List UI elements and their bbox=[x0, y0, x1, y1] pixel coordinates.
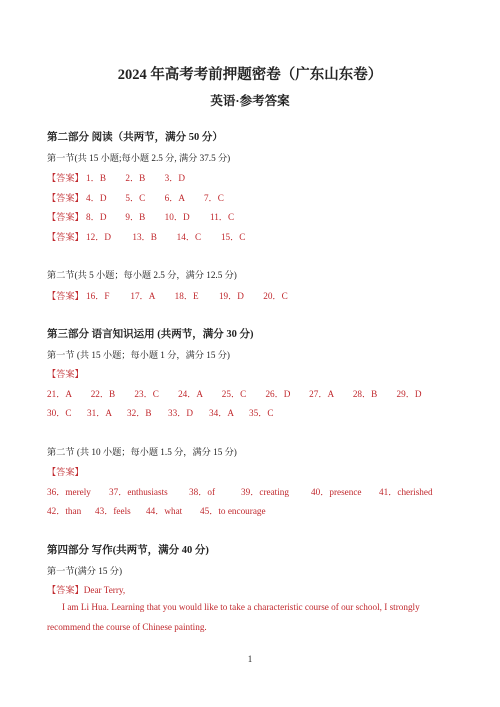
answer-item: 42．than bbox=[47, 506, 82, 516]
answer-item: 20．C bbox=[263, 291, 288, 301]
letter-line: I am Li Hua. Learning that you would like to take a characteristic course of our school, I strongly bbox=[62, 602, 420, 612]
answer-item: 17．A bbox=[130, 291, 156, 301]
page-number: 1 bbox=[247, 654, 253, 664]
answer-tag: 【答案】 bbox=[47, 173, 84, 183]
answer-item: 36．merely bbox=[47, 487, 91, 497]
answer-tag: 【答案】 bbox=[47, 369, 84, 379]
answer-row bbox=[47, 288, 300, 302]
answer-item: 12．D bbox=[86, 232, 112, 242]
answer-item: 18．E bbox=[174, 291, 199, 301]
answer-item: 43．feels bbox=[95, 506, 131, 516]
answer-item: 33．D bbox=[168, 408, 194, 418]
answer-row bbox=[47, 582, 125, 596]
answer-item: 22．B bbox=[90, 389, 116, 399]
answer-item: 6．A bbox=[164, 193, 186, 203]
document-subtitle: 英语·参考答案 bbox=[210, 94, 290, 108]
answer-item: 15．C bbox=[220, 232, 246, 242]
part3-heading: 第三部分 语言知识运用 (共两节，满分 30 分) bbox=[47, 329, 254, 340]
answer-item: 23．C bbox=[134, 389, 159, 399]
answer-row bbox=[47, 170, 202, 184]
answer-item: 19．D bbox=[218, 291, 244, 301]
part3-s2-label: 第二节 (共 10 小题；每小题 1.5 分，满分 15 分) bbox=[47, 447, 237, 457]
answer-item: 31．A bbox=[87, 408, 113, 418]
answer-item: 28．B bbox=[352, 389, 378, 399]
answer-row bbox=[47, 484, 439, 498]
answer-item: 1．B bbox=[86, 173, 106, 183]
part4-s1-label: 第一节(满分 15 分) bbox=[47, 566, 123, 576]
answer-item: 26．D bbox=[265, 389, 291, 399]
answer-item: 32．B bbox=[127, 408, 152, 418]
answer-item: 10．D bbox=[164, 212, 190, 222]
answer-item: 29．D bbox=[396, 389, 422, 399]
answer-item: 25．C bbox=[221, 389, 247, 399]
answer-row bbox=[47, 405, 279, 419]
answer-item: 34．A bbox=[209, 408, 235, 418]
answer-item: 4．D bbox=[86, 193, 107, 203]
answer-item: 7．C bbox=[203, 193, 224, 203]
letter-greeting: Dear Terry, bbox=[83, 585, 126, 595]
document-title: 2024 年高考考前押题密卷（广东山东卷） bbox=[117, 67, 383, 83]
part3-s1-label: 第一节 (共 15 小题；每小题 1 分，满分 15 分) bbox=[47, 350, 230, 360]
answer-item: 24．A bbox=[178, 389, 204, 399]
answer-item: 44．what bbox=[146, 506, 183, 516]
answer-tag: 【答案】 bbox=[47, 212, 84, 222]
answer-item: 41．cherished bbox=[379, 487, 433, 497]
answer-item: 40．presence bbox=[311, 487, 362, 497]
answer-row bbox=[47, 209, 247, 223]
answer-row bbox=[47, 503, 270, 517]
answer-item: 14．C bbox=[176, 232, 202, 242]
answer-item: 8．D bbox=[86, 212, 107, 222]
letter-line: recommend the course of Chinese painting. bbox=[47, 622, 207, 632]
answer-item: 21．A bbox=[47, 389, 73, 399]
answer-item: 27．A bbox=[309, 389, 335, 399]
answer-tag: 【答案】 bbox=[47, 232, 84, 242]
part2-heading: 第二部分 阅读（共两节，满分 50 分） bbox=[47, 132, 223, 143]
part2-s2-label: 第二节(共 5 小题；每小题 2.5 分，满分 12.5 分) bbox=[47, 270, 237, 280]
answer-item: 38．of bbox=[189, 487, 216, 497]
answer-item: 11．C bbox=[209, 212, 235, 222]
answer-item: 35．C bbox=[249, 408, 274, 418]
part2-s1-label: 第一节(共 15 小题;每小题 2.5 分, 满分 37.5 分) bbox=[47, 153, 231, 163]
answer-row bbox=[47, 386, 425, 400]
answer-item: 9．B bbox=[125, 212, 146, 222]
answer-item: 3．D bbox=[164, 173, 186, 183]
answer-item: 45．to encourage bbox=[200, 506, 266, 516]
answer-row bbox=[47, 190, 241, 204]
part4-heading: 第四部分 写作(共两节，满分 40 分) bbox=[47, 545, 209, 556]
answer-row bbox=[47, 229, 258, 243]
answer-item: 39．creating bbox=[241, 487, 289, 497]
answer-item: 37．enthusiasts bbox=[109, 487, 168, 497]
answer-tag: 【答案】 bbox=[47, 193, 84, 203]
answer-item: 2．B bbox=[125, 173, 146, 183]
answer-item: 30．C bbox=[47, 408, 72, 418]
answer-tag: 【答案】 bbox=[47, 291, 84, 301]
answer-item: 13．B bbox=[132, 232, 157, 242]
answer-tag: 【答案】 bbox=[47, 585, 84, 595]
answer-item: 16．F bbox=[86, 291, 110, 301]
answer-tag: 【答案】 bbox=[47, 467, 84, 477]
answer-item: 5．C bbox=[125, 193, 146, 203]
